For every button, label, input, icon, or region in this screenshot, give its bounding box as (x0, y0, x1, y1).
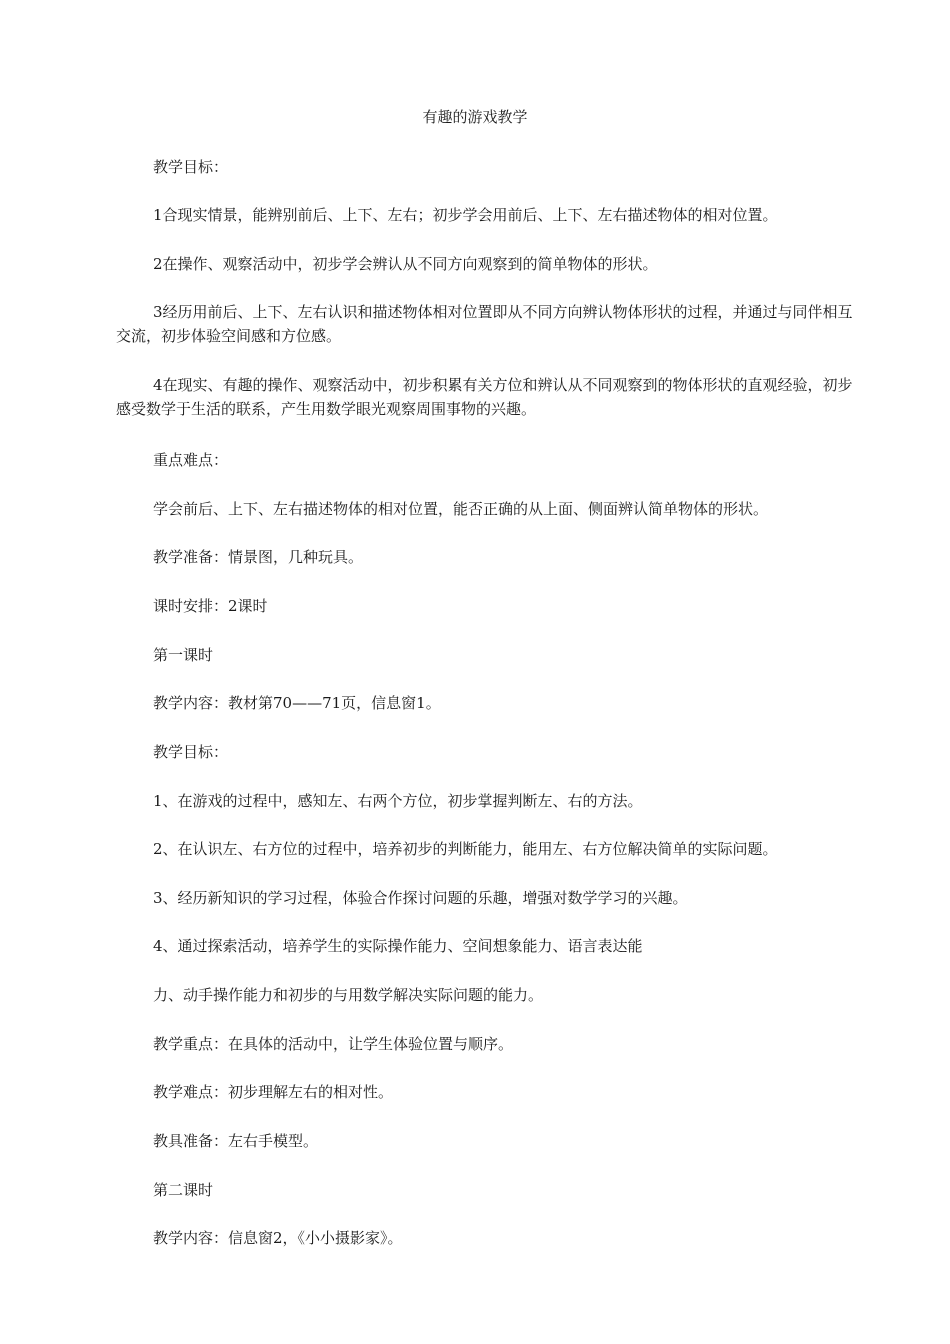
paragraph-key-points: 学会前后、上下、左右描述物体的相对位置，能否正确的从上面、侧面辨认简单物体的形状。 (153, 500, 769, 518)
document-title: 有趣的游戏教学 (422, 108, 528, 126)
paragraph-teaching-goals-heading: 教学目标： (153, 158, 229, 176)
paragraph-goal-1: 1合现实情景，能辨别前后、上下、左右；初步学会用前后、上下、左右描述物体的相对位置。 (153, 206, 778, 224)
paragraph-goal-3: 3经历用前后、上下、左右认识和描述物体相对位置即从不同方向辨认物体形状的过程，并通过与同伴相互交流，初步体验空间感和方位感。 (116, 303, 853, 345)
paragraph-goal-4: 4在现实、有趣的操作、观察活动中，初步积累有关方位和辨认从不同观察到的物体形状的直观经验，初步感受数学于生活的联系，产生用数学眼光观察周围事物的兴趣。 (116, 376, 853, 418)
paragraph-lesson-1-content: 教学内容：教材第70——71页，信息窗1。 (153, 694, 441, 712)
paragraph-lesson-1-goal-3: 3、经历新知识的学习过程，体验合作探讨问题的乐趣，增强对数学学习的兴趣。 (153, 889, 688, 907)
paragraph-key-points-heading: 重点难点： (153, 451, 229, 469)
paragraph-teaching-difficulty: 教学难点：初步理解左右的相对性。 (153, 1083, 394, 1101)
paragraph-lesson-1-goal-4-continued: 力、动手操作能力和初步的与用数学解决实际问题的能力。 (153, 986, 544, 1004)
paragraph-lesson-1-goals-heading: 教学目标： (153, 743, 229, 761)
paragraph-teaching-aids: 教具准备：左右手模型。 (153, 1132, 319, 1150)
paragraph-teaching-focus: 教学重点：在具体的活动中，让学生体验位置与顺序。 (153, 1035, 514, 1053)
paragraph-preparation: 教学准备：情景图，几种玩具。 (153, 548, 364, 566)
paragraph-lesson-2-content: 教学内容：信息窗2，《小小摄影家》。 (153, 1229, 403, 1247)
paragraph-goal-2: 2在操作、观察活动中，初步学会辨认从不同方向观察到的简单物体的形状。 (153, 255, 658, 273)
paragraph-lesson-1-goal-1: 1、在游戏的过程中，感知左、右两个方位，初步掌握判断左、右的方法。 (153, 792, 643, 810)
paragraph-schedule: 课时安排：2课时 (153, 597, 268, 615)
paragraph-lesson-1-goal-4: 4、通过探索活动，培养学生的实际操作能力、空间想象能力、语言表达能 (153, 937, 643, 955)
paragraph-lesson-1-goal-2: 2、在认识左、右方位的过程中，培养初步的判断能力，能用左、右方位解决简单的实际问题。 (153, 840, 778, 858)
paragraph-lesson-1-heading: 第一课时 (153, 646, 214, 664)
paragraph-lesson-2-heading: 第二课时 (153, 1181, 214, 1199)
